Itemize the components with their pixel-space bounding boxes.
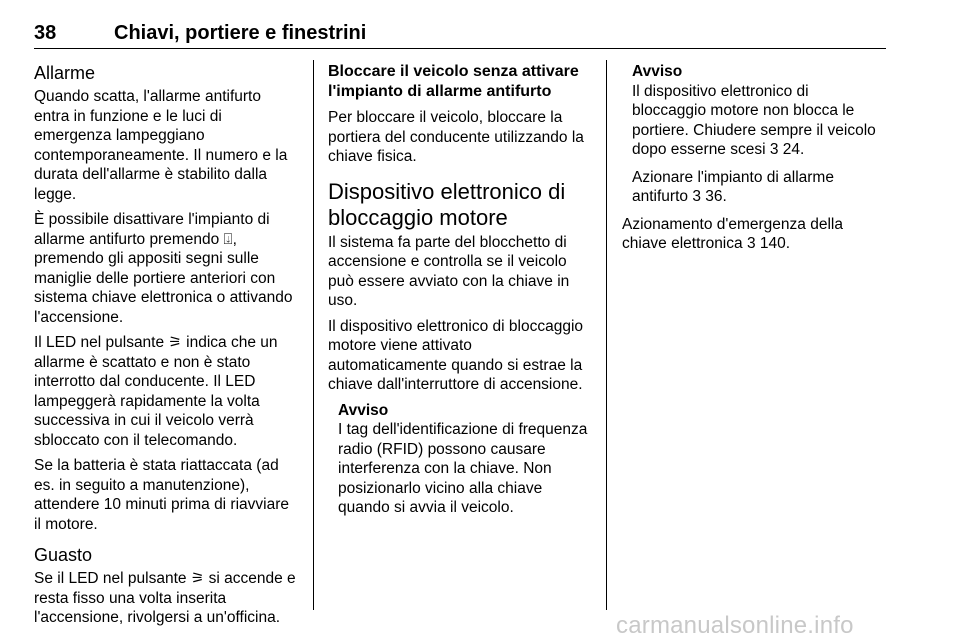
notice-text: I tag dell'identificazione di frequenza radio (RFID) possono causare interferenza con la chiave. Non posizionarlo vicino alla chiave quando si avvia il veicolo. <box>338 421 588 516</box>
page-ref-link[interactable]: 24. <box>778 141 805 158</box>
paragraph: Se il LED nel pulsante ⚞ si accende e resta fisso una volta inserita l'accensione, rivolgersi a un'officina. <box>34 570 296 626</box>
page-ref-arrow-icon: 3 <box>769 141 779 158</box>
paragraph: È possibile disattivare l'impianto di allarme antifurto premendo ⍗, premendo gli appositi segni sulle maniglie delle portiere anteriori con sistema chiave elettronica o attivando l'accensione. <box>34 211 293 326</box>
column-divider-1 <box>313 60 314 610</box>
unlock-button-icon: ⍗ <box>223 230 233 248</box>
notice-box <box>328 401 593 518</box>
page-ref-arrow-icon: 3 <box>746 235 756 252</box>
paragraph: Azionamento d'emergenza della chiave elettronica 3 140. <box>622 215 843 252</box>
alarm-led-icon: ⚞ <box>190 570 205 587</box>
paragraph: Il dispositivo elettronico di bloccaggio motore viene attivato automaticamente quando si estrae la chiave dall'interruttore di accensione. <box>328 317 584 393</box>
alarm-led-icon: ⚞ <box>168 334 182 351</box>
page-ref-link[interactable]: 36. <box>700 188 727 205</box>
heading-allarme: Allarme <box>34 63 96 83</box>
page-ref-arrow-icon: 3 <box>692 188 701 205</box>
notice-title: Avviso <box>338 401 389 419</box>
paragraph: Per bloccare il veicolo, bloccare la portiera del conducente utilizzando la chiave fisica. <box>328 109 584 165</box>
watermark: carmanualsonline.info <box>616 612 854 639</box>
paragraph: Il sistema fa parte del blocchetto di accensione e controlla se il veicolo può essere avviato con la chiave in uso. <box>328 233 570 309</box>
column-2 <box>328 62 593 518</box>
heading-guasto: Guasto <box>34 545 93 565</box>
paragraph: Quando scatta, l'allarme antifurto entra in funzione e le luci di emergenza lampeggiano contemporaneamente. Il numero e la durata dell'allarme è stabilito dalla legge. <box>34 88 288 203</box>
page-header <box>34 20 886 49</box>
notice-title: Avviso <box>632 63 683 80</box>
page-number: 38 <box>34 22 57 44</box>
chapter-title: Chiavi, portiere e finestrini <box>114 22 367 44</box>
paragraph: Il LED nel pulsante ⚞ indica che un allarme è scattato e non è stato interrotto dal conducente. Il LED lampeggerà rapidamente la volta successiva in cui il veicolo verrà sbloccato con il telecomando. <box>34 334 278 449</box>
column-divider-2 <box>606 60 607 610</box>
column-1 <box>34 62 300 634</box>
paragraph: Se la batteria è stata riattaccata (ad es. in seguito a manutenzione), attendere 10 minuti prima di riavviare il motore. <box>34 457 290 533</box>
column-3 <box>622 62 887 260</box>
page-ref-link[interactable]: 140. <box>755 235 791 252</box>
notice-box <box>622 62 887 207</box>
notice-text: Il dispositivo elettronico di bloccaggio motore non blocca le portiere. Chiudere sempre il veicolo dopo esserne scesi 3 24. <box>632 82 876 158</box>
notice-text: Azionare l'impianto di allarme antifurto 3 36. <box>632 168 834 205</box>
heading-dispositivo: Dispositivo elettronico di bloccaggio motore <box>328 178 566 230</box>
heading-bloccare: Bloccare il veicolo senza attivare l'impianto di allarme antifurto <box>328 63 579 100</box>
